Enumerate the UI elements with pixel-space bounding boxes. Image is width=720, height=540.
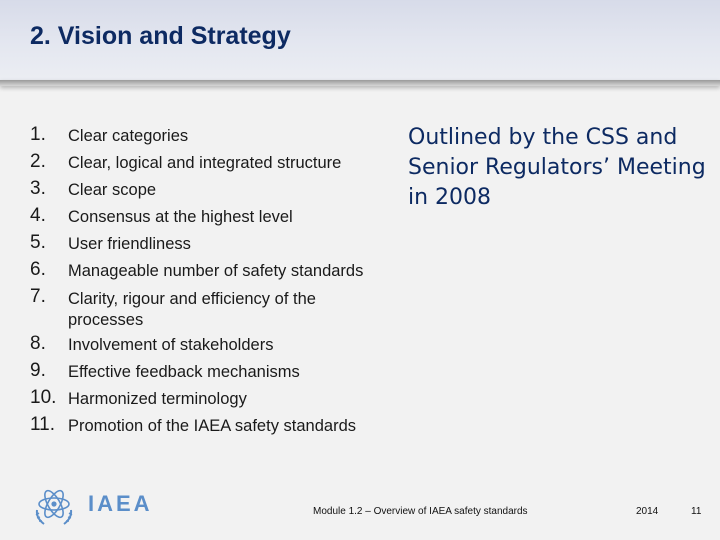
item-number: 11. <box>30 414 56 435</box>
item-text: Manageable number of safety standards <box>68 262 364 280</box>
item-text: Promotion of the IAEA safety standards <box>68 417 356 435</box>
header-divider <box>0 80 720 86</box>
list-item <box>30 331 410 358</box>
iaea-logo <box>30 480 153 528</box>
item-text: User friendliness <box>68 235 191 253</box>
item-text: Harmonized terminology <box>68 390 247 408</box>
item-text: Clarity, rigour and efficiency of the processes <box>68 290 316 329</box>
item-number: 1. <box>30 124 46 145</box>
item-text: Clear scope <box>68 181 157 199</box>
source-note: Outlined by the CSS and Senior Regulators’ Meeting in 2008 <box>408 125 706 210</box>
item-text: Clear, logical and integrated structure <box>68 154 342 172</box>
list-item <box>30 412 410 439</box>
item-number: 10. <box>30 387 57 408</box>
item-number: 4. <box>30 205 46 226</box>
iaea-atom-emblem-icon <box>30 480 78 528</box>
list-item <box>30 358 410 385</box>
list-item <box>30 257 410 284</box>
item-number: 9. <box>30 360 46 381</box>
list-item <box>30 176 410 203</box>
list-item <box>30 284 410 331</box>
item-number: 2. <box>30 151 46 172</box>
item-number: 6. <box>30 259 46 280</box>
item-number: 5. <box>30 232 46 253</box>
list-item <box>30 385 410 412</box>
footer-page-number: 11 <box>691 506 702 517</box>
slide-title: 2. Vision and Strategy <box>30 22 291 50</box>
logo-wordmark: IAEA <box>88 491 153 516</box>
list-item <box>30 230 410 257</box>
item-text: Consensus at the highest level <box>68 208 293 226</box>
footer-module: Module 1.2 – Overview of IAEA safety standards <box>313 506 528 517</box>
footer-year: 2014 <box>636 506 659 517</box>
item-number: 8. <box>30 333 46 354</box>
item-text: Clear categories <box>68 127 189 145</box>
item-number: 3. <box>30 178 46 199</box>
item-text: Effective feedback mechanisms <box>68 363 300 381</box>
list-item <box>30 122 410 149</box>
item-text: Involvement of stakeholders <box>68 336 274 354</box>
criteria-list <box>30 122 410 439</box>
list-item <box>30 203 410 230</box>
item-number: 7. <box>30 286 46 307</box>
list-item <box>30 149 410 176</box>
